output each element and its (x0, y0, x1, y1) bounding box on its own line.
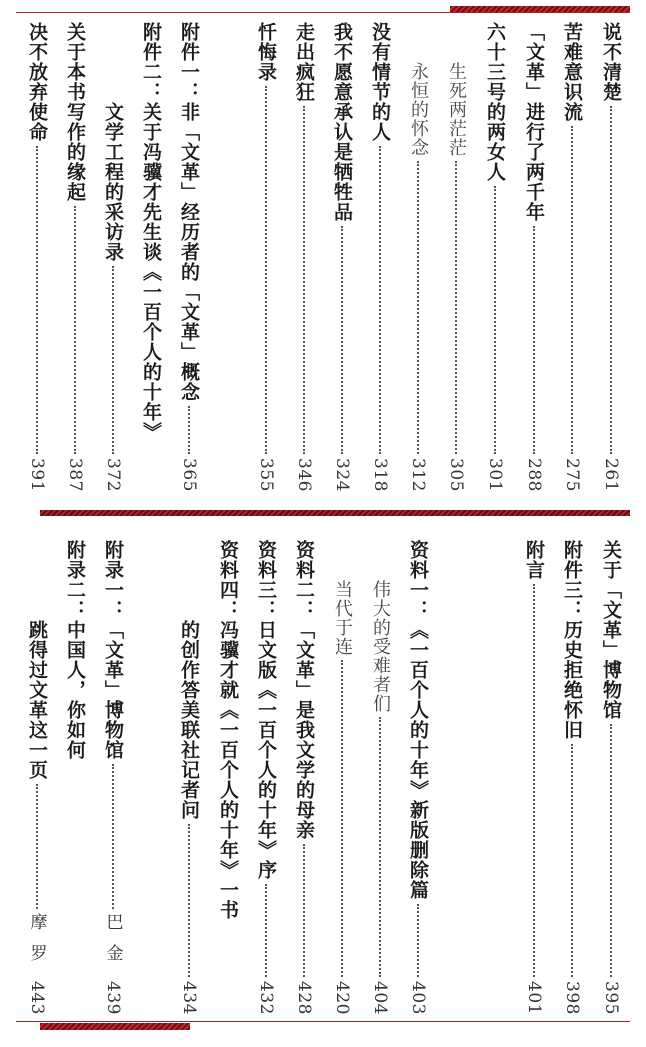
page-number: 261 (601, 458, 621, 492)
dot-leader (303, 844, 305, 977)
dot-leader (36, 784, 38, 909)
page-number: 401 (524, 981, 544, 1015)
dot-leader (74, 206, 76, 454)
page-number: 432 (256, 981, 276, 1015)
entry-title: 伟大的受难者们 (370, 580, 391, 713)
page-number: 355 (256, 458, 276, 492)
toc-entry[interactable] (136, 22, 166, 492)
dot-leader (379, 146, 381, 454)
page-number: 404 (370, 981, 390, 1015)
divider-line (16, 12, 630, 13)
decorative-bar (40, 1023, 190, 1030)
entry-title: 没有情节的人 (369, 22, 391, 142)
toc-entry[interactable] (251, 540, 281, 1015)
dot-leader (112, 266, 114, 454)
page-number: 443 (27, 981, 47, 1015)
entry-title: 资料四：冯骥才就《一百个人的十年》一书 (217, 540, 239, 920)
toc-entry-sub[interactable] (365, 580, 395, 1015)
entry-title: 的创作答美联社记者问 (178, 620, 200, 820)
entry-title: 附件三：历史拒绝怀旧 (561, 540, 583, 740)
dot-leader (112, 764, 114, 909)
page-number: 391 (27, 458, 47, 492)
page-number: 324 (332, 458, 352, 492)
dot-leader (533, 226, 535, 454)
entry-title: 附件一：非「文革」经历者的「文革」概念 (178, 22, 200, 402)
toc-entry[interactable] (60, 540, 90, 1015)
toc-entry[interactable] (22, 22, 52, 492)
entry-title: 跳得过文革这一页 (26, 620, 48, 780)
entry-title: 说不清楚 (600, 22, 622, 102)
dot-leader (303, 106, 305, 454)
entry-title: 关于「文革」博物馆 (600, 540, 622, 720)
entry-title: 附言 (523, 540, 545, 580)
entry-title: 我不愿意承认是牺牲品 (331, 22, 353, 222)
dot-leader (341, 226, 343, 454)
divider-line (16, 1021, 630, 1022)
page-number: 346 (294, 458, 314, 492)
entry-title: 资料一：《一百个人的十年》新版删除篇 (407, 540, 429, 900)
entry-title: 决不放弃使命 (26, 22, 48, 142)
entry-title: 六十三号的两女人 (484, 22, 506, 182)
dot-leader (610, 724, 612, 977)
toc-entry[interactable] (596, 540, 626, 1015)
toc-entry[interactable] (174, 22, 204, 492)
author-name: 摩罗 (26, 913, 47, 976)
page-number: 288 (524, 458, 544, 492)
dot-leader (265, 86, 267, 454)
toc-entry[interactable] (557, 22, 587, 492)
toc-panel-bottom (0, 518, 646, 1047)
page-number: 312 (408, 458, 428, 492)
dot-leader (188, 824, 190, 977)
toc-entry[interactable] (403, 540, 433, 1015)
entry-title: 当代于连 (332, 580, 353, 656)
page-number: 372 (103, 458, 123, 492)
toc-entry[interactable] (596, 22, 626, 492)
dot-leader (417, 904, 419, 977)
dot-leader (188, 406, 190, 454)
dot-leader (265, 884, 267, 977)
page-number: 301 (485, 458, 505, 492)
toc-entry[interactable] (327, 22, 357, 492)
entry-title: 关于本书写作的缘起 (64, 22, 86, 202)
page-number: 387 (65, 458, 85, 492)
entry-title: 苦难意识流 (561, 22, 583, 122)
toc-entry-sub[interactable] (441, 62, 471, 492)
toc-entry[interactable] (480, 22, 510, 492)
dot-leader (571, 126, 573, 454)
toc-entry[interactable] (557, 540, 587, 1015)
entry-title: 文学工程的采访录 (102, 102, 124, 262)
toc-entry-sub[interactable] (327, 580, 357, 1015)
dot-leader (417, 161, 419, 454)
page-number: 318 (370, 458, 390, 492)
page-number: 365 (179, 458, 199, 492)
author-name: 巴金 (102, 913, 123, 976)
entry-title: 附件二：关于冯骥才先生谈《一百个人的十年》 (140, 22, 162, 442)
toc-entry[interactable] (60, 22, 90, 492)
entry-title: 忏悔录 (255, 22, 277, 82)
toc-entry[interactable] (98, 540, 128, 1015)
toc-entry[interactable] (519, 22, 549, 492)
toc-entry-sub[interactable] (403, 62, 433, 492)
page-number: 439 (103, 981, 123, 1015)
dot-leader (341, 660, 343, 977)
dot-leader (533, 584, 535, 977)
page-number: 403 (408, 981, 428, 1015)
toc-entry[interactable] (289, 540, 319, 1015)
toc-entry[interactable] (365, 22, 395, 492)
page-number: 398 (562, 981, 582, 1015)
entry-title: 附录二：中国人，你如何 (64, 540, 86, 760)
page-number: 434 (179, 981, 199, 1015)
toc-panel-top (0, 0, 646, 518)
toc-entry[interactable] (289, 22, 319, 492)
section-divider (40, 510, 630, 516)
entry-title: 「文革」进行了两千年 (523, 22, 545, 222)
page-number: 428 (294, 981, 314, 1015)
toc-entry-continued[interactable] (98, 102, 128, 492)
toc-entry-continued[interactable] (22, 620, 52, 1015)
entry-title: 永恒的怀念 (408, 62, 429, 157)
page-number: 395 (601, 981, 621, 1015)
entry-title: 资料二：「文革」是我文学的母亲 (293, 540, 315, 840)
entry-title: 附录一：「文革」博物馆 (102, 540, 124, 760)
entry-title: 生死两茫茫 (446, 62, 467, 157)
dot-leader (571, 744, 573, 977)
toc-entry[interactable] (519, 540, 549, 1015)
entry-title: 资料三：日文版《一百个人的十年》序 (255, 540, 277, 880)
entry-title: 走出疯狂 (293, 22, 315, 102)
dot-leader (379, 717, 381, 977)
page-number: 305 (446, 458, 466, 492)
toc-entry[interactable] (251, 22, 281, 492)
dot-leader (494, 186, 496, 454)
page-number: 420 (332, 981, 352, 1015)
dot-leader (36, 146, 38, 454)
page-number: 275 (562, 458, 582, 492)
dot-leader (610, 106, 612, 454)
toc-entry-continued[interactable] (174, 620, 204, 1015)
toc-entry[interactable] (213, 540, 243, 1015)
dot-leader (455, 161, 457, 454)
